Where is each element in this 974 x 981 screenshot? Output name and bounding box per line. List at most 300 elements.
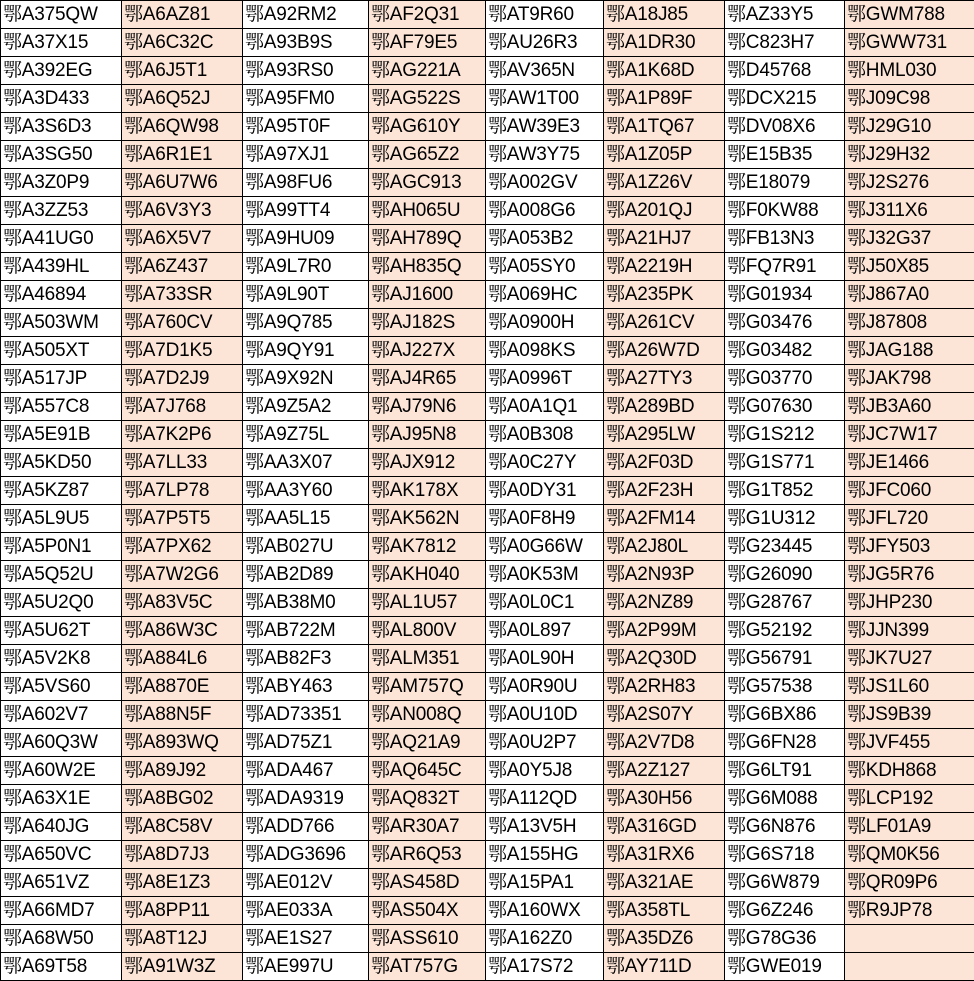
plate-cell: 鄂A162Z0 [486, 925, 604, 953]
plate-cell: 鄂AJ95N8 [369, 421, 486, 449]
plate-cell: 鄂JG5R76 [845, 561, 974, 589]
plate-cell: 鄂AJ227X [369, 337, 486, 365]
plate-cell: 鄂A884L6 [122, 645, 243, 673]
plate-cell: 鄂A41UG0 [1, 225, 122, 253]
plate-cell: 鄂AG610Y [369, 113, 486, 141]
plate-cell: 鄂AB027U [243, 533, 369, 561]
plate-cell: 鄂QM0K56 [845, 841, 974, 869]
plate-cell: 鄂G1U312 [725, 505, 845, 533]
table-row [1, 57, 974, 85]
plate-cell: 鄂AM757Q [369, 673, 486, 701]
plate-cell: 鄂G03476 [725, 309, 845, 337]
table-row [1, 757, 974, 785]
table-row [1, 953, 974, 981]
plate-cell: 鄂G07630 [725, 393, 845, 421]
plate-cell: 鄂A6Q52J [122, 85, 243, 113]
plate-cell: 鄂ADG3696 [243, 841, 369, 869]
plate-cell: 鄂J311X6 [845, 197, 974, 225]
plate-cell: 鄂A5U2Q0 [1, 589, 122, 617]
table-row [1, 337, 974, 365]
plate-cell: 鄂A392EG [1, 57, 122, 85]
plate-cell: 鄂A3SG50 [1, 141, 122, 169]
plate-cell: 鄂A008G6 [486, 197, 604, 225]
plate-cell: 鄂LF01A9 [845, 813, 974, 841]
plate-cell: 鄂AQ832T [369, 785, 486, 813]
plate-cell: 鄂JK7U27 [845, 645, 974, 673]
plate-cell: 鄂J50X85 [845, 253, 974, 281]
plate-cell: 鄂A5L9U5 [1, 505, 122, 533]
plate-cell: 鄂A93RS0 [243, 57, 369, 85]
table-row [1, 309, 974, 337]
table-row [1, 533, 974, 561]
plate-cell: 鄂A92RM2 [243, 1, 369, 29]
table-row [1, 113, 974, 141]
table-row [1, 813, 974, 841]
plate-cell: 鄂AW3Y75 [486, 141, 604, 169]
plate-cell: 鄂C823H7 [725, 29, 845, 57]
plate-cell: 鄂A505XT [1, 337, 122, 365]
plate-cell: 鄂A358TL [604, 897, 725, 925]
plate-cell: 鄂A112QD [486, 785, 604, 813]
plate-cell: 鄂JAG188 [845, 337, 974, 365]
plate-cell: 鄂AH835Q [369, 253, 486, 281]
plate-cell: 鄂A2RH83 [604, 673, 725, 701]
plate-cell: 鄂A6C32C [122, 29, 243, 57]
plate-cell: 鄂LCP192 [845, 785, 974, 813]
plate-cell: 鄂G03482 [725, 337, 845, 365]
plate-cell: 鄂A6Z437 [122, 253, 243, 281]
plate-cell: 鄂A5P0N1 [1, 533, 122, 561]
plate-cell: 鄂A7LP78 [122, 477, 243, 505]
plate-cell: 鄂A5E91B [1, 421, 122, 449]
plate-cell: 鄂A893WQ [122, 729, 243, 757]
plate-cell: 鄂AH065U [369, 197, 486, 225]
plate-cell: 鄂AT757G [369, 953, 486, 981]
plate-cell: 鄂J29H32 [845, 141, 974, 169]
plate-cell: 鄂J29G10 [845, 113, 974, 141]
plate-cell: 鄂A7LL33 [122, 449, 243, 477]
plate-cell: 鄂A2Z127 [604, 757, 725, 785]
plate-cell: 鄂E15B35 [725, 141, 845, 169]
plate-cell: 鄂A1Z05P [604, 141, 725, 169]
plate-cell: 鄂A0R90U [486, 673, 604, 701]
plate-cell: 鄂A7P5T5 [122, 505, 243, 533]
plate-cell: 鄂A0DY31 [486, 477, 604, 505]
plate-cell: 鄂G28767 [725, 589, 845, 617]
plate-cell: 鄂G1S771 [725, 449, 845, 477]
plate-cell: 鄂A3ZZ53 [1, 197, 122, 225]
plate-cell: 鄂AQ21A9 [369, 729, 486, 757]
plate-cell: 鄂A46894 [1, 281, 122, 309]
plate-cell: 鄂A9L7R0 [243, 253, 369, 281]
plate-cell: 鄂A6R1E1 [122, 141, 243, 169]
plate-cell: 鄂A95FM0 [243, 85, 369, 113]
plate-cell: 鄂A91W3Z [122, 953, 243, 981]
plate-cell: 鄂DV08X6 [725, 113, 845, 141]
plate-cell: 鄂A7D2J9 [122, 365, 243, 393]
plate-cell: 鄂GWE019 [725, 953, 845, 981]
plate-cell: 鄂A0B308 [486, 421, 604, 449]
plate-cell: 鄂A1P89F [604, 85, 725, 113]
plate-cell: 鄂A201QJ [604, 197, 725, 225]
plate-cell: 鄂G1S212 [725, 421, 845, 449]
plate-cell: 鄂JB3A60 [845, 393, 974, 421]
plate-cell: 鄂AK7812 [369, 533, 486, 561]
table-row [1, 505, 974, 533]
table-row [1, 701, 974, 729]
plate-cell: 鄂A557C8 [1, 393, 122, 421]
plate-cell: 鄂J867A0 [845, 281, 974, 309]
plate-cell: 鄂AB2D89 [243, 561, 369, 589]
plate-cell: 鄂ADD766 [243, 813, 369, 841]
plate-cell: 鄂A640JG [1, 813, 122, 841]
plate-cell: 鄂A8BG02 [122, 785, 243, 813]
plate-cell: 鄂AJ182S [369, 309, 486, 337]
plate-cell: 鄂A439HL [1, 253, 122, 281]
plate-cell: 鄂AH789Q [369, 225, 486, 253]
plate-cell: 鄂ADA9319 [243, 785, 369, 813]
table-row [1, 673, 974, 701]
plate-cell: 鄂ALM351 [369, 645, 486, 673]
table-row [1, 477, 974, 505]
plate-cell: 鄂A733SR [122, 281, 243, 309]
plate-cell: 鄂GWW731 [845, 29, 974, 57]
plate-cell: 鄂A0996T [486, 365, 604, 393]
plate-cell: 鄂A316GD [604, 813, 725, 841]
plate-cell: 鄂A60W2E [1, 757, 122, 785]
plate-cell: 鄂FB13N3 [725, 225, 845, 253]
plate-cell: 鄂A9Z75L [243, 421, 369, 449]
plate-cell: 鄂JFL720 [845, 505, 974, 533]
plate-cell: 鄂A3S6D3 [1, 113, 122, 141]
plate-cell: 鄂AK562N [369, 505, 486, 533]
plate-cell: 鄂A0L90H [486, 645, 604, 673]
plate-cell: 鄂A13V5H [486, 813, 604, 841]
plate-cell: 鄂A98FU6 [243, 169, 369, 197]
plate-cell: 鄂A0L897 [486, 617, 604, 645]
plate-cell: 鄂A295LW [604, 421, 725, 449]
table-row [1, 589, 974, 617]
plate-cell: 鄂A5VS60 [1, 673, 122, 701]
plate-cell: 鄂A83V5C [122, 589, 243, 617]
plate-cell: 鄂A26W7D [604, 337, 725, 365]
plate-cell: 鄂A86W3C [122, 617, 243, 645]
plate-cell: 鄂A93B9S [243, 29, 369, 57]
plate-cell: 鄂A8870E [122, 673, 243, 701]
plate-cell: 鄂HML030 [845, 57, 974, 85]
plate-cell: 鄂JJN399 [845, 617, 974, 645]
plate-cell: 鄂AE012V [243, 869, 369, 897]
plate-cell: 鄂A2F23H [604, 477, 725, 505]
plate-cell: 鄂A2V7D8 [604, 729, 725, 757]
plate-cell: 鄂A289BD [604, 393, 725, 421]
plate-cell: 鄂GWM788 [845, 1, 974, 29]
table-row [1, 897, 974, 925]
plate-cell: 鄂A0U2P7 [486, 729, 604, 757]
plate-cell: 鄂R9JP78 [845, 897, 974, 925]
plate-cell: 鄂A66MD7 [1, 897, 122, 925]
plate-cell: 鄂A0G66W [486, 533, 604, 561]
plate-cell: 鄂A375QW [1, 1, 122, 29]
plate-cell: 鄂A2S07Y [604, 701, 725, 729]
plate-cell: 鄂G52192 [725, 617, 845, 645]
plate-cell: 鄂G6W879 [725, 869, 845, 897]
plate-cell: 鄂A760CV [122, 309, 243, 337]
plate-cell: 鄂JS9B39 [845, 701, 974, 729]
plate-cell: 鄂A7PX62 [122, 533, 243, 561]
table-row [1, 617, 974, 645]
plate-cell: 鄂A261CV [604, 309, 725, 337]
plate-cell: 鄂JVF455 [845, 729, 974, 757]
plate-cell: 鄂A37X15 [1, 29, 122, 57]
plate-cell: 鄂A0Y5J8 [486, 757, 604, 785]
plate-cell: 鄂E18079 [725, 169, 845, 197]
plate-cell: 鄂JFC060 [845, 477, 974, 505]
plate-cell: 鄂A7K2P6 [122, 421, 243, 449]
plate-cell: 鄂AZ33Y5 [725, 1, 845, 29]
plate-cell: 鄂A2FM14 [604, 505, 725, 533]
plate-cell: 鄂QR09P6 [845, 869, 974, 897]
plate-cell: 鄂A60Q3W [1, 729, 122, 757]
plate-cell: 鄂AR30A7 [369, 813, 486, 841]
plate-cell: 鄂G23445 [725, 533, 845, 561]
plate-cell: 鄂AJ1600 [369, 281, 486, 309]
plate-cell: 鄂A0900H [486, 309, 604, 337]
table-row [1, 29, 974, 57]
plate-cell: 鄂A8E1Z3 [122, 869, 243, 897]
plate-cell: 鄂J32G37 [845, 225, 974, 253]
plate-cell: 鄂A2F03D [604, 449, 725, 477]
plate-cell: 鄂A6AZ81 [122, 1, 243, 29]
plate-cell: 鄂AE1S27 [243, 925, 369, 953]
plate-cell: 鄂JFY503 [845, 533, 974, 561]
table-row [1, 393, 974, 421]
plate-cell: 鄂A05SY0 [486, 253, 604, 281]
plate-cell: 鄂G01934 [725, 281, 845, 309]
table-row [1, 225, 974, 253]
plate-cell: 鄂G26090 [725, 561, 845, 589]
plate-cell: 鄂AL800V [369, 617, 486, 645]
plate-cell: 鄂A5U62T [1, 617, 122, 645]
plate-cell: 鄂A1K68D [604, 57, 725, 85]
plate-cell: 鄂G78G36 [725, 925, 845, 953]
plate-cell: 鄂AG522S [369, 85, 486, 113]
plate-cell: 鄂AS458D [369, 869, 486, 897]
plate-cell: 鄂ASS610 [369, 925, 486, 953]
plate-cell: 鄂A0K53M [486, 561, 604, 589]
plate-cell: 鄂G56791 [725, 645, 845, 673]
plate-cell: 鄂A17S72 [486, 953, 604, 981]
plate-cell: 鄂KDH868 [845, 757, 974, 785]
plate-cell: 鄂G6N876 [725, 813, 845, 841]
plate-cell: 鄂ABY463 [243, 673, 369, 701]
plate-cell: 鄂A9Z5A2 [243, 393, 369, 421]
plate-cell: 鄂A2NZ89 [604, 589, 725, 617]
plate-cell: 鄂A155HG [486, 841, 604, 869]
plate-cell: 鄂AJ79N6 [369, 393, 486, 421]
table-row [1, 841, 974, 869]
plate-cell: 鄂D45768 [725, 57, 845, 85]
plate-cell: 鄂AG221A [369, 57, 486, 85]
plate-cell: 鄂A160WX [486, 897, 604, 925]
table-row [1, 169, 974, 197]
plate-cell: 鄂G6BX86 [725, 701, 845, 729]
plate-cell: 鄂A2219H [604, 253, 725, 281]
plate-cell: 鄂A2Q30D [604, 645, 725, 673]
table-row [1, 449, 974, 477]
plate-cell: 鄂AE997U [243, 953, 369, 981]
table-row [1, 85, 974, 113]
plate-cell: 鄂A21HJ7 [604, 225, 725, 253]
plate-cell: 鄂JE1466 [845, 449, 974, 477]
plate-cell: 鄂A069HC [486, 281, 604, 309]
plate-cell: 鄂F0KW88 [725, 197, 845, 225]
table-row [1, 365, 974, 393]
plate-cell: 鄂G6M088 [725, 785, 845, 813]
plate-cell: 鄂A3Z0P9 [1, 169, 122, 197]
plate-cell: 鄂AA3Y60 [243, 477, 369, 505]
plate-cell: 鄂A0A1Q1 [486, 393, 604, 421]
plate-cell: 鄂AY711D [604, 953, 725, 981]
plate-cell: 鄂A5KD50 [1, 449, 122, 477]
plate-cell: 鄂J2S276 [845, 169, 974, 197]
plate-cell: 鄂AQ645C [369, 757, 486, 785]
plate-cell: 鄂AN008Q [369, 701, 486, 729]
plate-cell: 鄂A89J92 [122, 757, 243, 785]
plate-cell: 鄂AL1U57 [369, 589, 486, 617]
plate-cell: 鄂A650VC [1, 841, 122, 869]
plate-cell: 鄂AU26R3 [486, 29, 604, 57]
plate-cell: 鄂AT9R60 [486, 1, 604, 29]
plate-cell: 鄂A0L0C1 [486, 589, 604, 617]
plate-cell: 鄂AF2Q31 [369, 1, 486, 29]
table-row [1, 869, 974, 897]
plate-cell: 鄂JS1L60 [845, 673, 974, 701]
plate-cell: 鄂A1Z26V [604, 169, 725, 197]
plate-cell: 鄂A098KS [486, 337, 604, 365]
plate-cell: 鄂A88N5F [122, 701, 243, 729]
plate-cell: 鄂AR6Q53 [369, 841, 486, 869]
plate-cell: 鄂A6QW98 [122, 113, 243, 141]
plate-cell: 鄂G57538 [725, 673, 845, 701]
table-row [1, 141, 974, 169]
plate-cell: 鄂A8T12J [122, 925, 243, 953]
plate-cell: 鄂A5Q52U [1, 561, 122, 589]
plate-cell: 鄂AW1T00 [486, 85, 604, 113]
plate-cell: 鄂A2N93P [604, 561, 725, 589]
plate-cell: 鄂G03770 [725, 365, 845, 393]
plate-cell: 鄂A053B2 [486, 225, 604, 253]
plate-cell: 鄂A99TT4 [243, 197, 369, 225]
plate-cell: 鄂A6X5V7 [122, 225, 243, 253]
plate-cell: 鄂AS504X [369, 897, 486, 925]
plate-cell: 鄂A235PK [604, 281, 725, 309]
table-row [1, 645, 974, 673]
plate-cell: 鄂A15PA1 [486, 869, 604, 897]
plate-cell: 鄂AB38M0 [243, 589, 369, 617]
plate-cell: 鄂AGC913 [369, 169, 486, 197]
plate-cell: 鄂AV365N [486, 57, 604, 85]
plate-cell: 鄂A8PP11 [122, 897, 243, 925]
plate-cell: 鄂A7D1K5 [122, 337, 243, 365]
plate-cell: 鄂AB722M [243, 617, 369, 645]
plate-cell: 鄂A5V2K8 [1, 645, 122, 673]
plate-cell: 鄂A63X1E [1, 785, 122, 813]
plate-cell: 鄂AW39E3 [486, 113, 604, 141]
plate-cell: 鄂AB82F3 [243, 645, 369, 673]
plate-cell: 鄂A8D7J3 [122, 841, 243, 869]
plate-cell: 鄂A602V7 [1, 701, 122, 729]
plate-cell: 鄂A9QY91 [243, 337, 369, 365]
plate-cell: 鄂A0U10D [486, 701, 604, 729]
plate-cell: 鄂A2J80L [604, 533, 725, 561]
plate-cell: 鄂A7W2G6 [122, 561, 243, 589]
plate-cell: 鄂A3D433 [1, 85, 122, 113]
plate-cell: 鄂A68W50 [1, 925, 122, 953]
plate-cell: 鄂A9Q785 [243, 309, 369, 337]
plate-cell: 鄂A1DR30 [604, 29, 725, 57]
table-row [1, 1, 974, 29]
plate-cell: 鄂A651VZ [1, 869, 122, 897]
plate-cell: 鄂A503WM [1, 309, 122, 337]
plate-cell: 鄂JC7W17 [845, 421, 974, 449]
plate-cell: 鄂G6Z246 [725, 897, 845, 925]
plate-cell: 鄂AJ4R65 [369, 365, 486, 393]
plate-cell: 鄂A18J85 [604, 1, 725, 29]
plate-cell: 鄂A95T0F [243, 113, 369, 141]
plate-cell: 鄂JAK798 [845, 365, 974, 393]
plate-cell: 鄂A6V3Y3 [122, 197, 243, 225]
plate-cell: 鄂A30H56 [604, 785, 725, 813]
plate-cell: 鄂A9HU09 [243, 225, 369, 253]
plate-cell: 鄂A8C58V [122, 813, 243, 841]
plate-cell: 鄂ADA467 [243, 757, 369, 785]
plate-cell: 鄂A7J768 [122, 393, 243, 421]
plate-cell [845, 953, 974, 981]
plate-cell: 鄂AD75Z1 [243, 729, 369, 757]
plate-cell: 鄂A97XJ1 [243, 141, 369, 169]
plate-cell: 鄂AK178X [369, 477, 486, 505]
plate-cell: 鄂JHP230 [845, 589, 974, 617]
plate-cell: 鄂FQ7R91 [725, 253, 845, 281]
table-row [1, 253, 974, 281]
table-row [1, 729, 974, 757]
plate-cell: 鄂G6S718 [725, 841, 845, 869]
plate-cell: 鄂AA3X07 [243, 449, 369, 477]
plate-cell: 鄂A27TY3 [604, 365, 725, 393]
plate-cell: 鄂A1TQ67 [604, 113, 725, 141]
table-row [1, 281, 974, 309]
plate-cell: 鄂A9L90T [243, 281, 369, 309]
plate-cell: 鄂G1T852 [725, 477, 845, 505]
plate-cell: 鄂AKH040 [369, 561, 486, 589]
plate-cell: 鄂A35DZ6 [604, 925, 725, 953]
plate-cell: 鄂DCX215 [725, 85, 845, 113]
plate-cell [845, 925, 974, 953]
plate-cell: 鄂AG65Z2 [369, 141, 486, 169]
plate-cell: 鄂J09C98 [845, 85, 974, 113]
plate-cell: 鄂A6U7W6 [122, 169, 243, 197]
plate-cell: 鄂A69T58 [1, 953, 122, 981]
plate-cell: 鄂A2P99M [604, 617, 725, 645]
plate-cell: 鄂A5KZ87 [1, 477, 122, 505]
plate-cell: 鄂A002GV [486, 169, 604, 197]
table-row [1, 561, 974, 589]
plate-cell: 鄂G6FN28 [725, 729, 845, 757]
plate-cell: 鄂AE033A [243, 897, 369, 925]
plate-cell: 鄂J87808 [845, 309, 974, 337]
plate-table-body [1, 1, 974, 981]
